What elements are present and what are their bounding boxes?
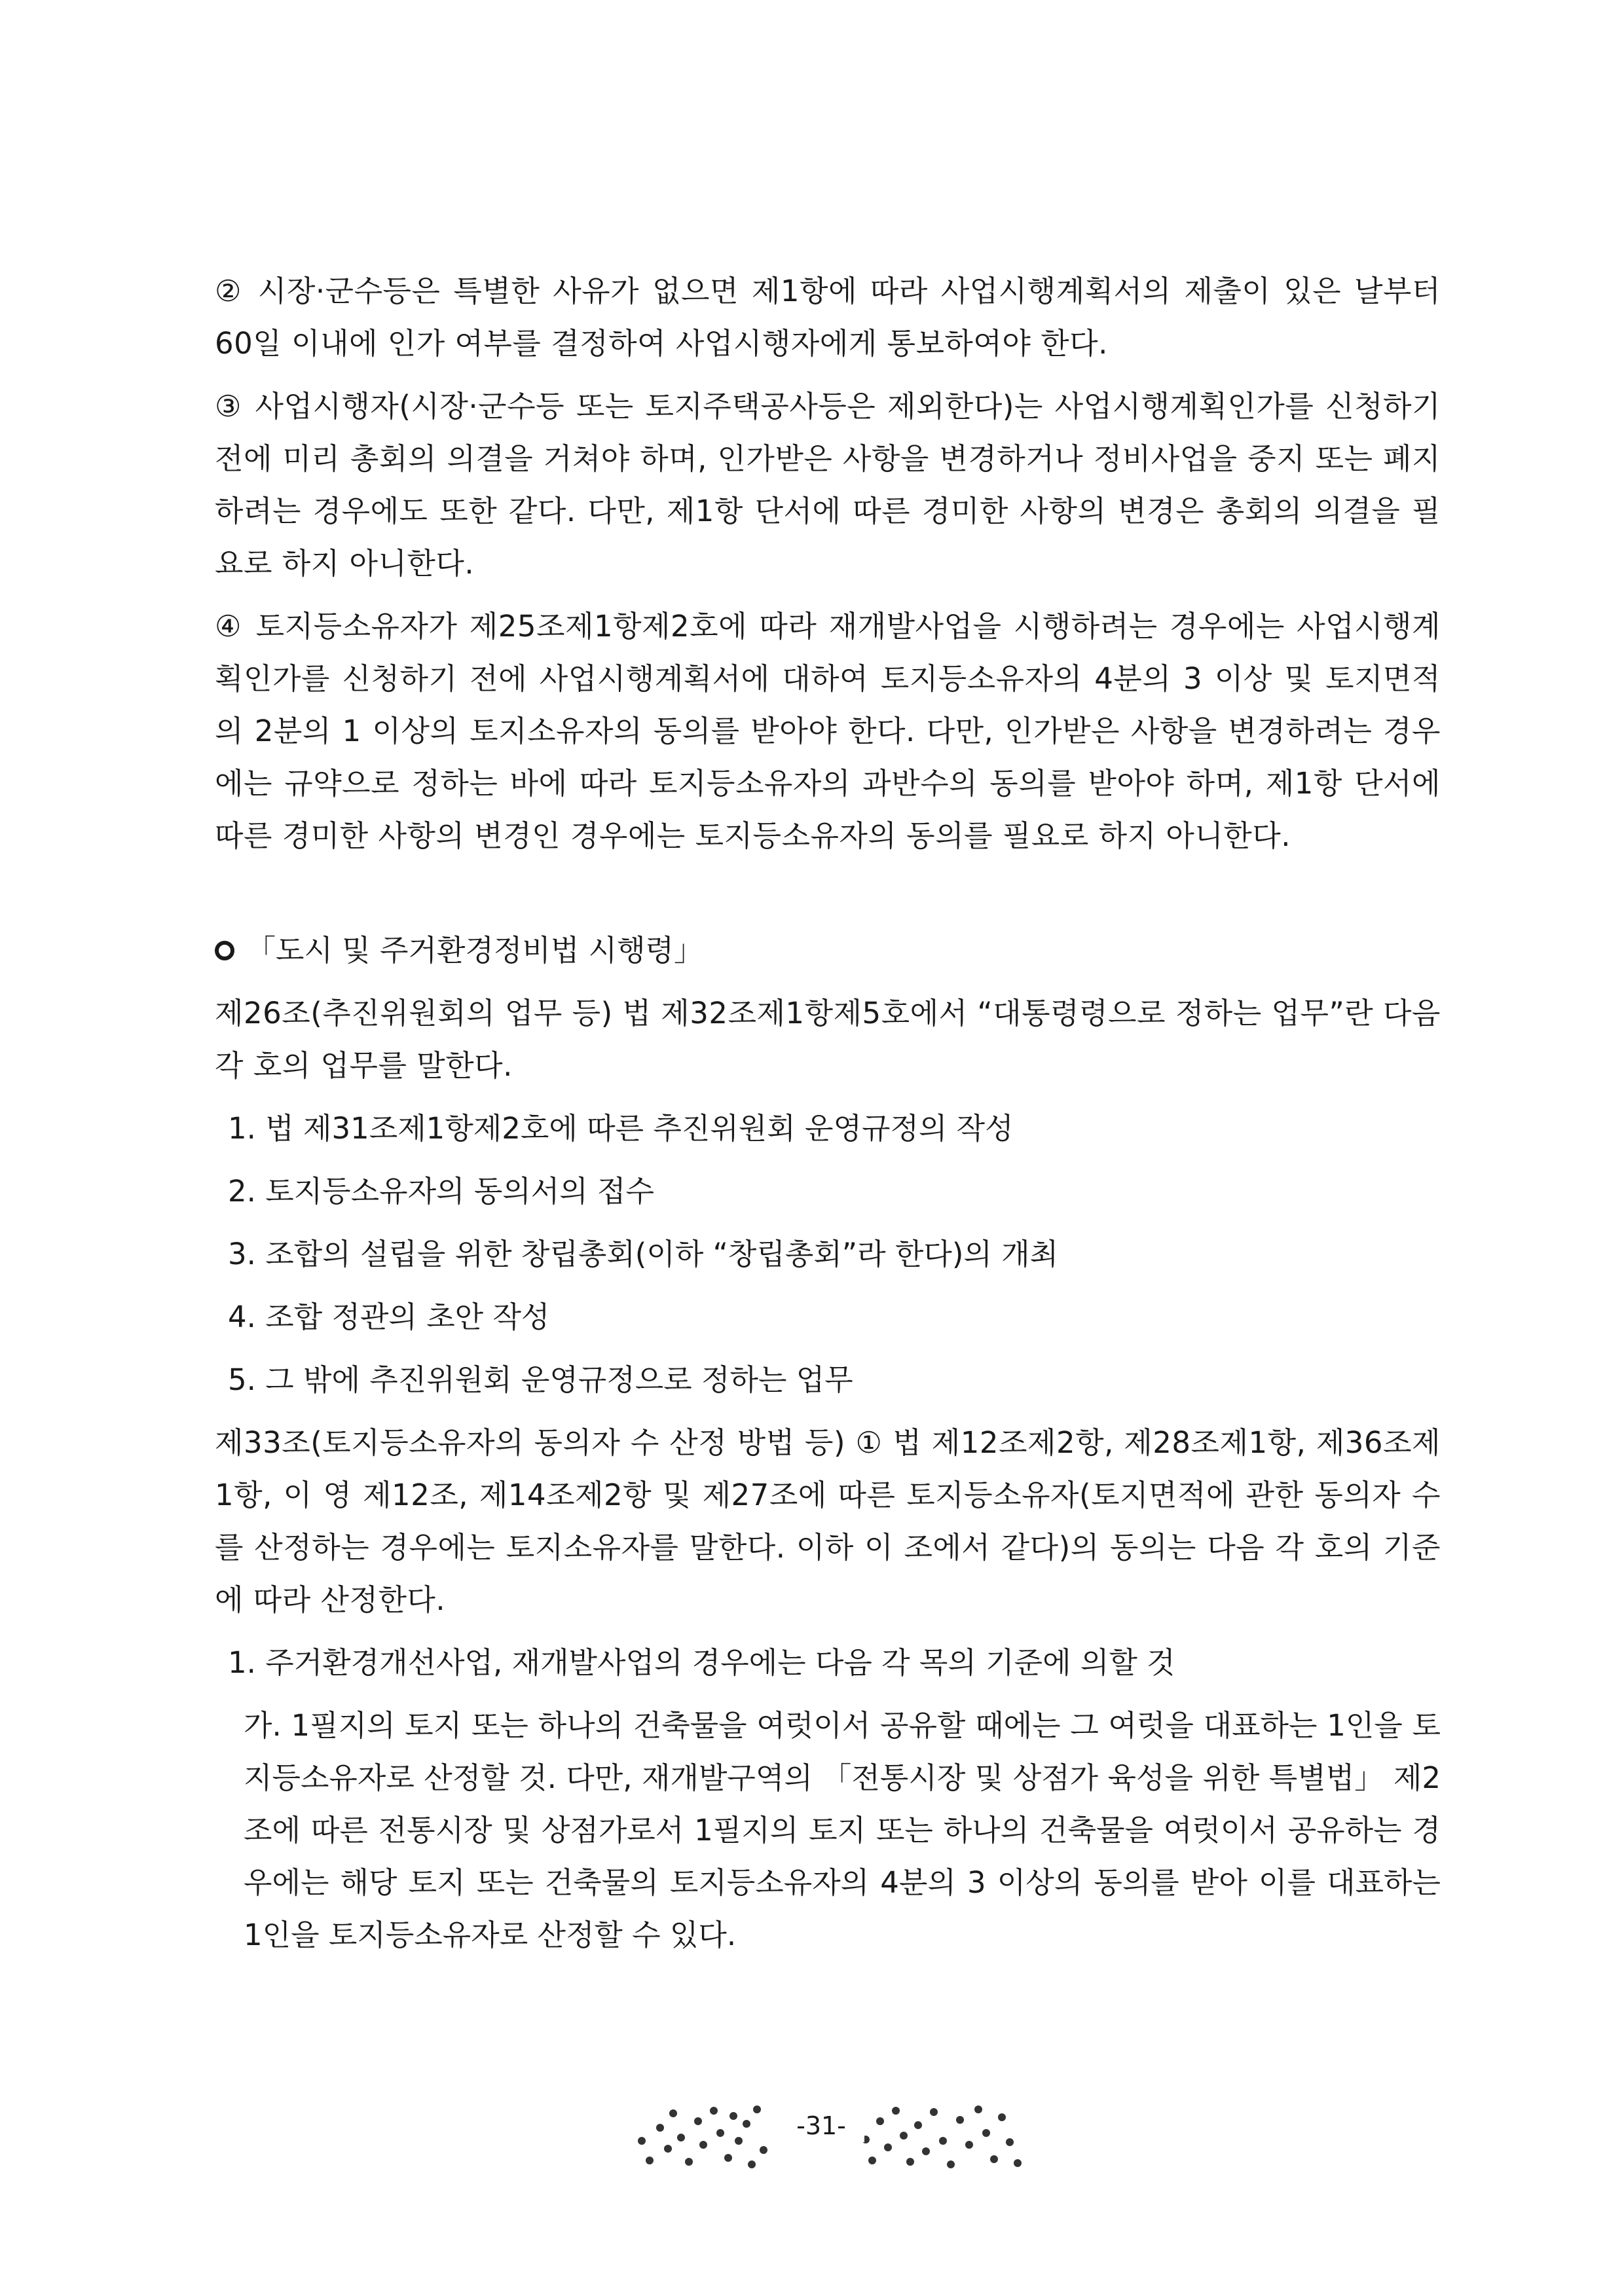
list-item: 2. 토지등소유자의 동의서의 접수 [228, 1174, 654, 1209]
document-body [215, 265, 1441, 1972]
list-item: 3. 조합의 설립을 위한 창립총회(이하 “창립총회”라 한다)의 개최 [228, 1237, 1059, 1271]
decree-heading [215, 924, 1441, 977]
paragraph-2: ② 시장·군수등은 특별한 사유가 없으면 제1항에 따라 사업시행계획서의 제출이 있은 날부터 60일 이내에 인가 여부를 결정하여 사업시행자에게 통보하여야 한다. [215, 274, 1441, 361]
paragraph-4: ④ 토지등소유자가 제25조제1항제2호에 따라 재개발사업을 시행하려는 경우에는 사업시행계획인가를 신청하기 전에 사업시행계획서에 대하여 토지등소유자의 4분의 3 이상 및 토지면적의 2분의 1 이상의 토지소유자의 동의를 받아야 한다. 다만, 인가받은 사항을 변경하려는 경우에는 규약으로 정하는 바에 따라 토지등소유자의 과반수의 동의를 받아야 하며, 제1항 단서에 따른 경미한 사항의 변경인 경우에는 토지등소유자의 동의를 필요로 하지 아니한다. [215, 609, 1441, 853]
decree-title: 「도시 및 주거환경정비법 시행령」 [246, 933, 704, 968]
list-item: 4. 조합 정관의 초안 작성 [228, 1300, 550, 1334]
list-item: 1. 법 제31조제1항제2호에 따른 추진위원회 운영규정의 작성 [228, 1111, 1014, 1146]
article-26-items [215, 1102, 1441, 1406]
paragraph-3: ③ 사업시행자(시장·군수등 또는 토지주택공사등은 제외한다)는 사업시행계획인가를 신청하기 전에 미리 총회의 의결을 거쳐야 하며, 인가받은 사항을 변경하거나 정비사업을 중지 또는 폐지하려는 경우에도 또한 같다. 다만, 제1항 단서에 따른 경미한 사항의 변경은 총회의 의결을 필요로 하지 아니한다. [215, 389, 1441, 581]
article-33: 제33조(토지등소유자의 동의자 수 산정 방법 등) ① 법 제12조제2항, 제28조제1항, 제36조제1항, 이 영 제12조, 제14조제2항 및 제27조에 따른 토지등소유자(토지면적에 관한 동의자 수를 산정하는 경우에는 토지소유자를 말한다. 이하 이 조에서 같다)의 동의는 다음 각 호의 기준에 따라 산정한다. [215, 1425, 1441, 1617]
article-26: 제26조(추진위원회의 업무 등) 법 제32조제1항제5호에서 “대통령령으로 정하는 업무”란 다음 각 호의 업무를 말한다. [215, 996, 1441, 1083]
list-item: 5. 그 밖에 추진위원회 운영규정으로 정하는 업무 [228, 1362, 853, 1397]
page-number: -31- [778, 2109, 864, 2142]
article-33-item-1: 1. 주거환경개선사업, 재개발사업의 경우에는 다음 각 목의 기준에 의할 것 [228, 1645, 1175, 1680]
circle-bullet-icon [215, 941, 234, 960]
article-33-item-1-sub-ga: 가. 1필지의 토지 또는 하나의 건축물을 여럿이서 공유할 때에는 그 여럿을 대표하는 1인을 토지등소유자로 산정할 것. 다만, 재개발구역의 「전통시장 및 상점가 육성을 위한 특별법」 제2조에 따른 전통시장 및 상점가로서 1필지의 토지 또는 하나의 건축물을 여럿이서 공유하는 경우에는 해당 토지 또는 건축물의 토지등소유자의 4분의 3 이상의 동의를 받아 이를 대표하는 1인을 토지등소유자로 산정할 수 있다. [244, 1708, 1441, 1952]
